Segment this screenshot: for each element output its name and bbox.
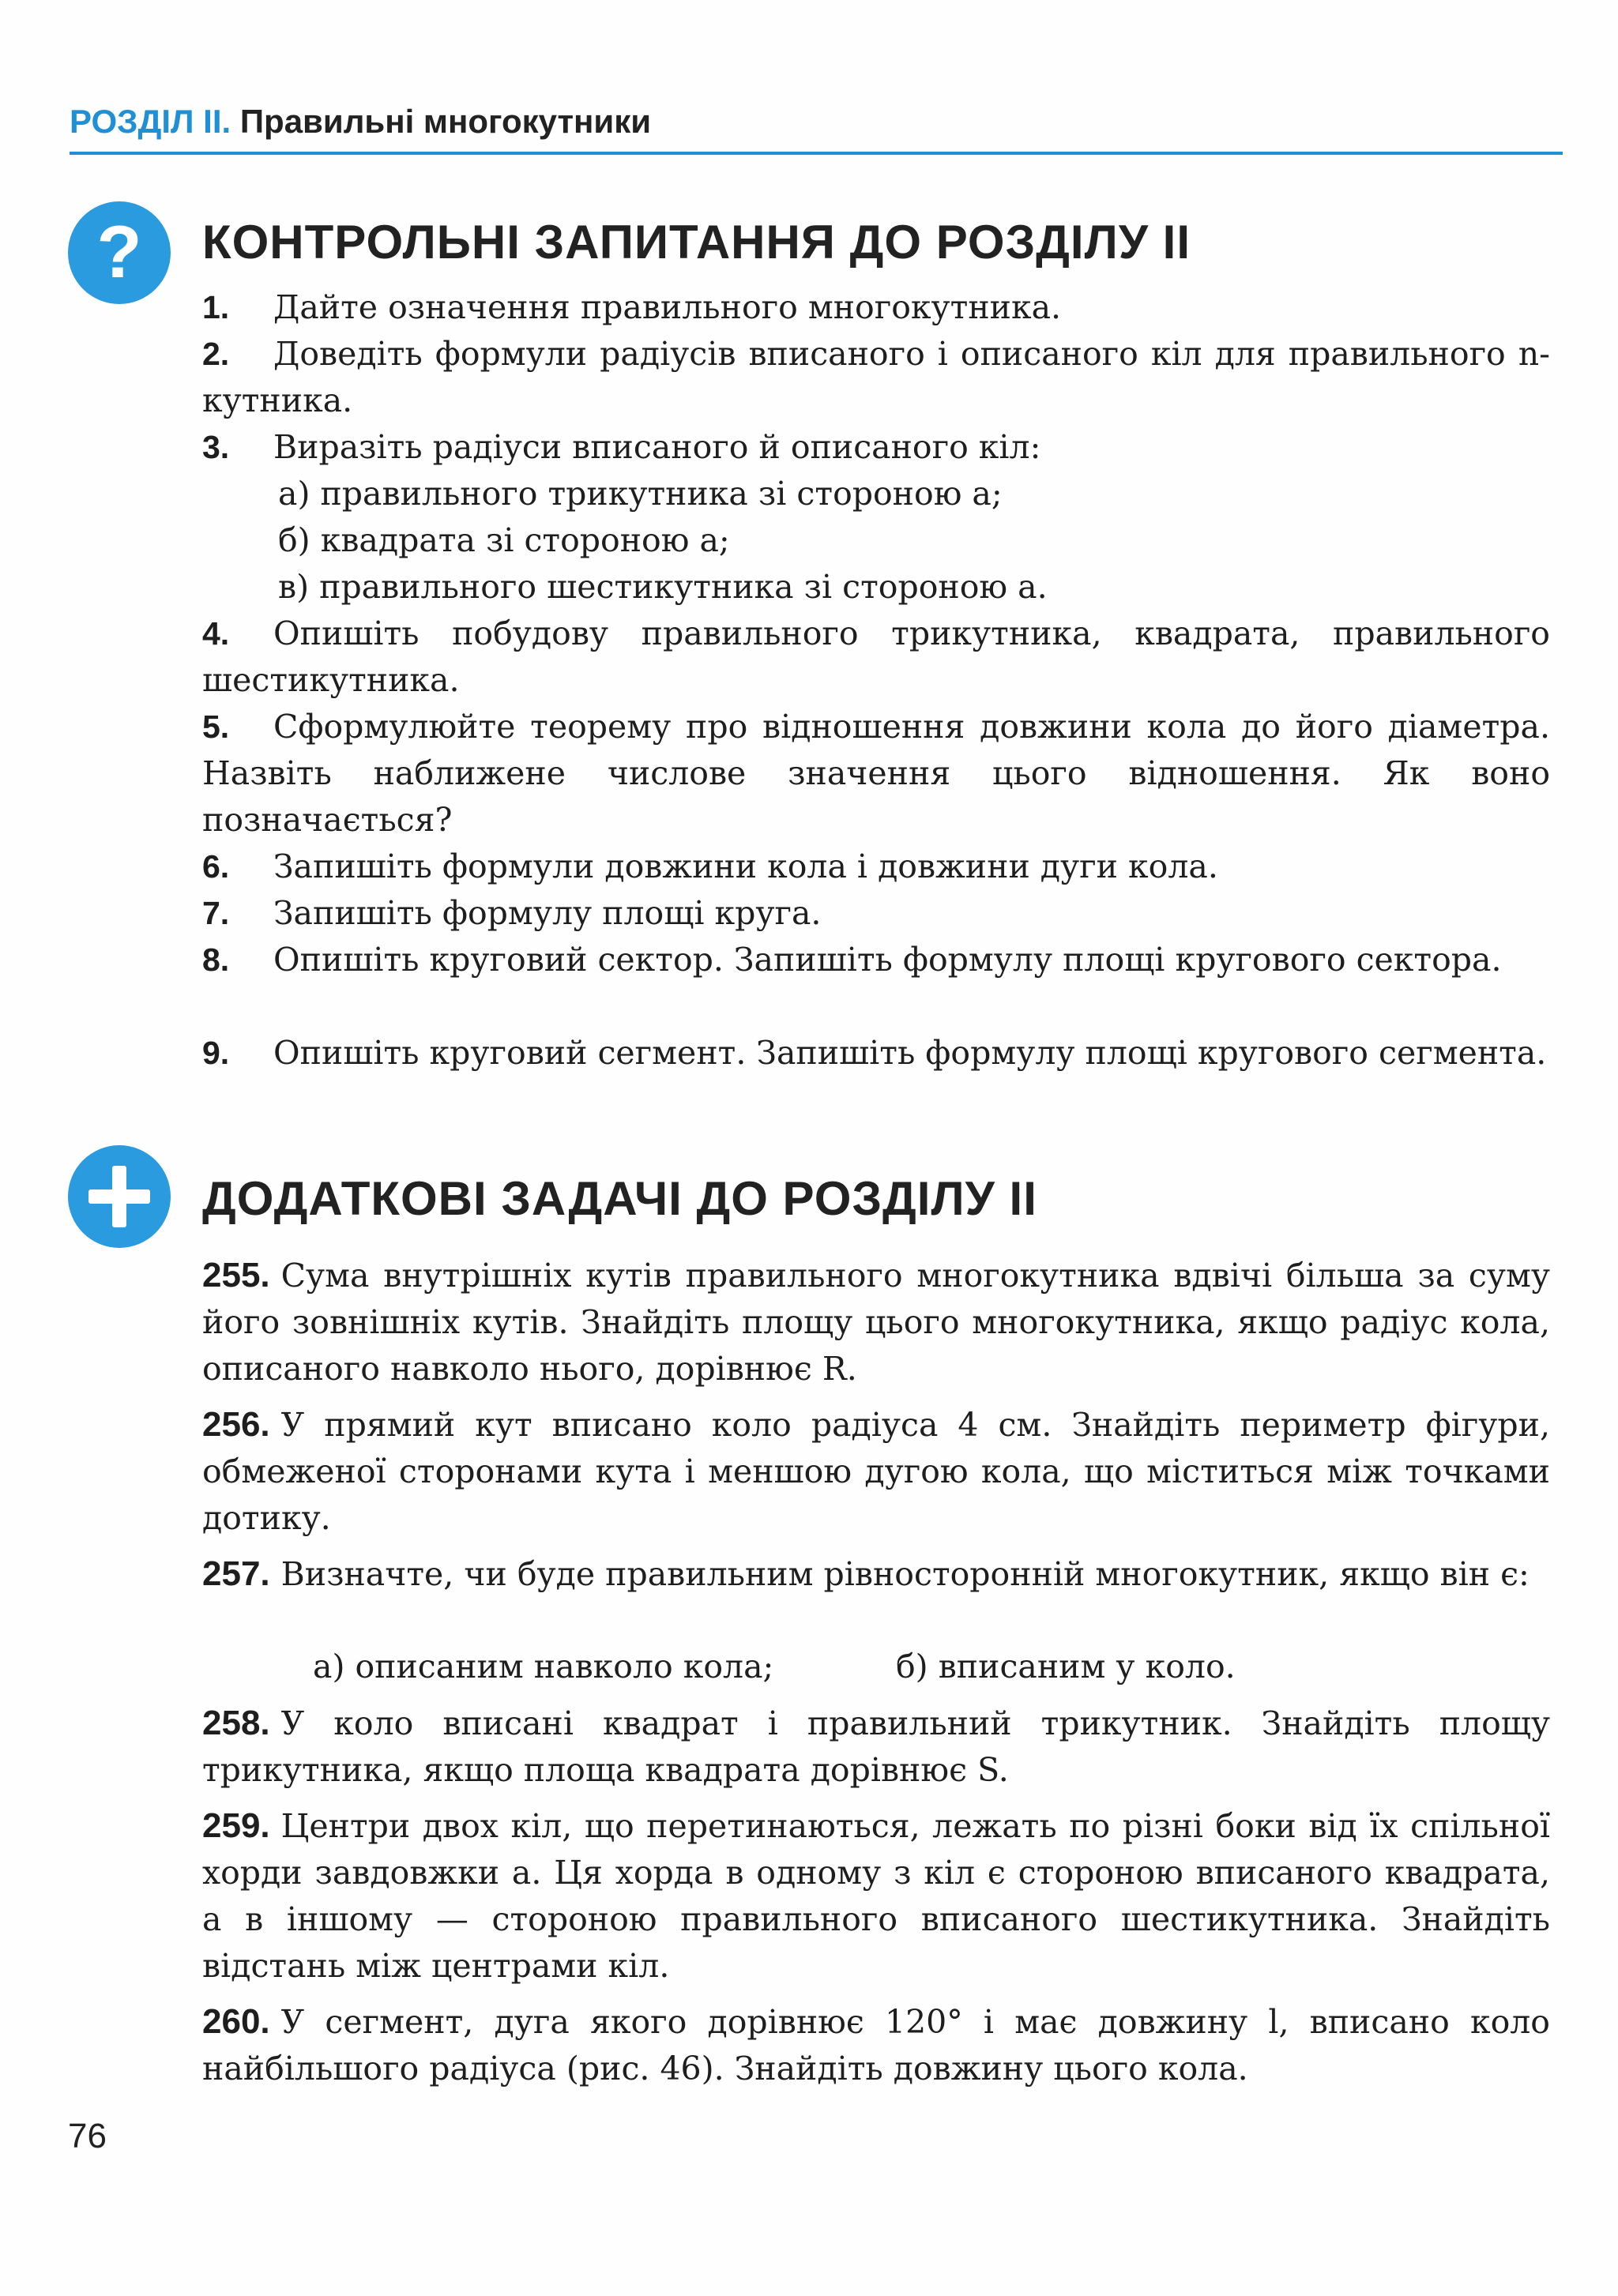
question-3-a: а) правильного трикутника зі стороною a; — [278, 475, 1003, 513]
question-3-b: б) квадрата зі стороною a; — [278, 521, 730, 559]
header-section: РОЗДІЛ II. — [70, 103, 231, 140]
question-7: 7. Запишіть формулу площі круга. — [202, 894, 822, 932]
running-header — [70, 103, 1563, 158]
question-9: 9. Опишіть круговий сегмент. Запишіть формулу площі кругового сегмента. — [202, 1034, 1547, 1072]
question-1: 1. Дайте означення правильного многокутника. — [202, 288, 1062, 326]
svg-text:?: ? — [96, 210, 142, 293]
plus-icon — [68, 1145, 171, 1248]
question-5: 5. Сформулюйте теорему про відношення довжини кола до його діаметра. Назвіть наближене числове значення цього відношення. Як воно позначається? — [202, 708, 1550, 839]
header-title: Правильні многокутники — [239, 103, 652, 140]
question-3-c: в) правильного шестикутника зі стороною a. — [278, 568, 1048, 606]
question-4: 4. Опишіть побудову правильного трикутника, квадрата, правильного шестикутника. — [202, 614, 1550, 699]
questions-title: КОНТРОЛЬНІ ЗАПИТАННЯ ДО РОЗДІЛУ II — [202, 216, 1191, 269]
problem-260: 260. У сегмент, дуга якого дорівнює 120° і має довжину l, вписано коло найбільшого радіуса (рис. 46). Знайдіть довжину цього кола. — [202, 2002, 1550, 2087]
question-3: 3. Виразіть радіуси вписаного й описаного кіл: — [202, 428, 1041, 466]
question-icon — [68, 201, 171, 304]
problem-258: 258. У коло вписані квадрат і правильний трикутник. Знайдіть площу трикутника, якщо площа квадрата дорівнює S. — [202, 1704, 1550, 1789]
problem-257-b: б) вписаним у коло. — [896, 1648, 1236, 1685]
question-2: 2. Доведіть формули радіусів вписаного і описаного кіл для правильного n-кутника. — [202, 335, 1550, 419]
header-label — [70, 103, 651, 141]
problems-title: ДОДАТКОВІ ЗАДАЧІ ДО РОЗДІЛУ II — [202, 1172, 1037, 1225]
problem-259: 259. Центри двох кіл, що перетинаються, лежать по різні боки від їх спільної хорди завдовжки a. Ця хорда в одному з кіл є стороною вписаного квадрата, а в іншому — стороною правильного вписаного шестикутника. Знайдіть відстань між центрами кіл. — [202, 1806, 1550, 1985]
problem-256: 256. У прямий кут вписано коло радіуса 4 см. Знайдіть периметр фігури, обмеженої сторонами кута і меншою дугою кола, що міститься між точками дотику. — [202, 1405, 1550, 1537]
question-8: 8. Опишіть круговий сектор. Запишіть формулу площі кругового сектора. — [202, 941, 1502, 979]
header-rule — [70, 152, 1563, 155]
problem-257: 257. Визначте, чи буде правильним рівносторонній многокутник, якщо він є: — [202, 1554, 1530, 1593]
page-number: 76 — [68, 2117, 107, 2155]
problem-255: 255. Сума внутрішніх кутів правильного многокутника вдвічі більша за суму його зовнішніх кутів. Знайдіть площу цього многокутника, якщо радіус кола, описаного навколо нього, дорівнює R. — [202, 1256, 1550, 1388]
problem-257-a: а) описаним навколо кола; — [313, 1648, 774, 1685]
question-6: 6. Запишіть формули довжини кола і довжини дуги кола. — [202, 847, 1218, 885]
